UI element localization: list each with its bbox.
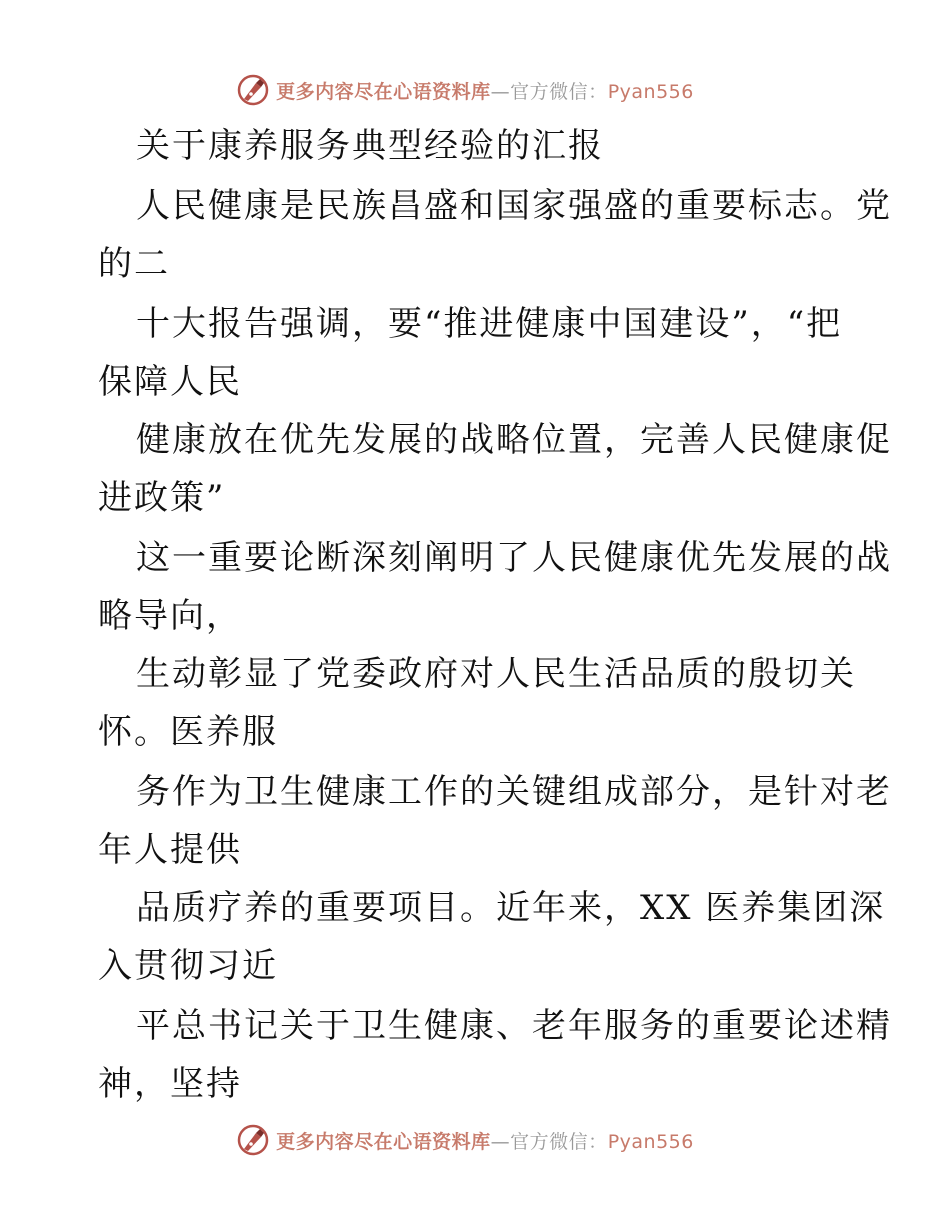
watermark-inner xyxy=(236,1123,694,1157)
text-line: 进政策” xyxy=(98,478,226,518)
text-line: 生动彰显了党委政府对人民生活品质的殷切关 xyxy=(136,654,856,694)
watermark-dash: — xyxy=(490,80,511,103)
watermark-label: 官方微信： xyxy=(510,1130,608,1153)
text-line: 品质疗养的重要项目。近年来，XX 医养集团深 xyxy=(136,888,886,928)
text-line: 怀。医养服 xyxy=(98,712,278,752)
watermark-main-text: 更多内容尽在心语资料库 xyxy=(276,80,491,103)
text-line: 保障人民 xyxy=(98,362,242,402)
pen-nib-logo-icon xyxy=(236,1123,270,1157)
watermark-id: Pyan556 xyxy=(607,80,694,103)
text-line: 这一重要论断深刻阐明了人民健康优先发展的战 xyxy=(136,538,892,578)
text-line: 十大报告强调，要“推进健康中国建设”，“把 xyxy=(136,304,843,344)
watermark-dash: — xyxy=(490,1130,511,1153)
document-title: 关于康养服务典型经验的汇报 xyxy=(136,126,604,166)
text-line: 的二 xyxy=(98,244,170,284)
text-line: 健康放在优先发展的战略位置，完善人民健康促 xyxy=(136,420,892,460)
watermark-main-text: 更多内容尽在心语资料库 xyxy=(276,1130,491,1153)
text-line: 入贯彻习近 xyxy=(98,946,278,986)
text-line: 略导向， xyxy=(98,596,242,636)
text-line: 人民健康是民族昌盛和国家强盛的重要标志。党 xyxy=(136,186,892,226)
header-watermark xyxy=(0,70,950,110)
watermark-label: 官方微信： xyxy=(510,80,608,103)
pen-nib-logo-icon xyxy=(236,73,270,107)
text-line: 年人提供 xyxy=(98,830,242,870)
text-line: 平总书记关于卫生健康、老年服务的重要论述精 xyxy=(136,1006,892,1046)
text-line: 神，坚持 xyxy=(98,1064,242,1104)
text-line: 务作为卫生健康工作的关键组成部分，是针对老 xyxy=(136,772,892,812)
footer-watermark xyxy=(0,1120,950,1160)
watermark-inner xyxy=(236,73,694,107)
watermark-id: Pyan556 xyxy=(607,1130,694,1153)
